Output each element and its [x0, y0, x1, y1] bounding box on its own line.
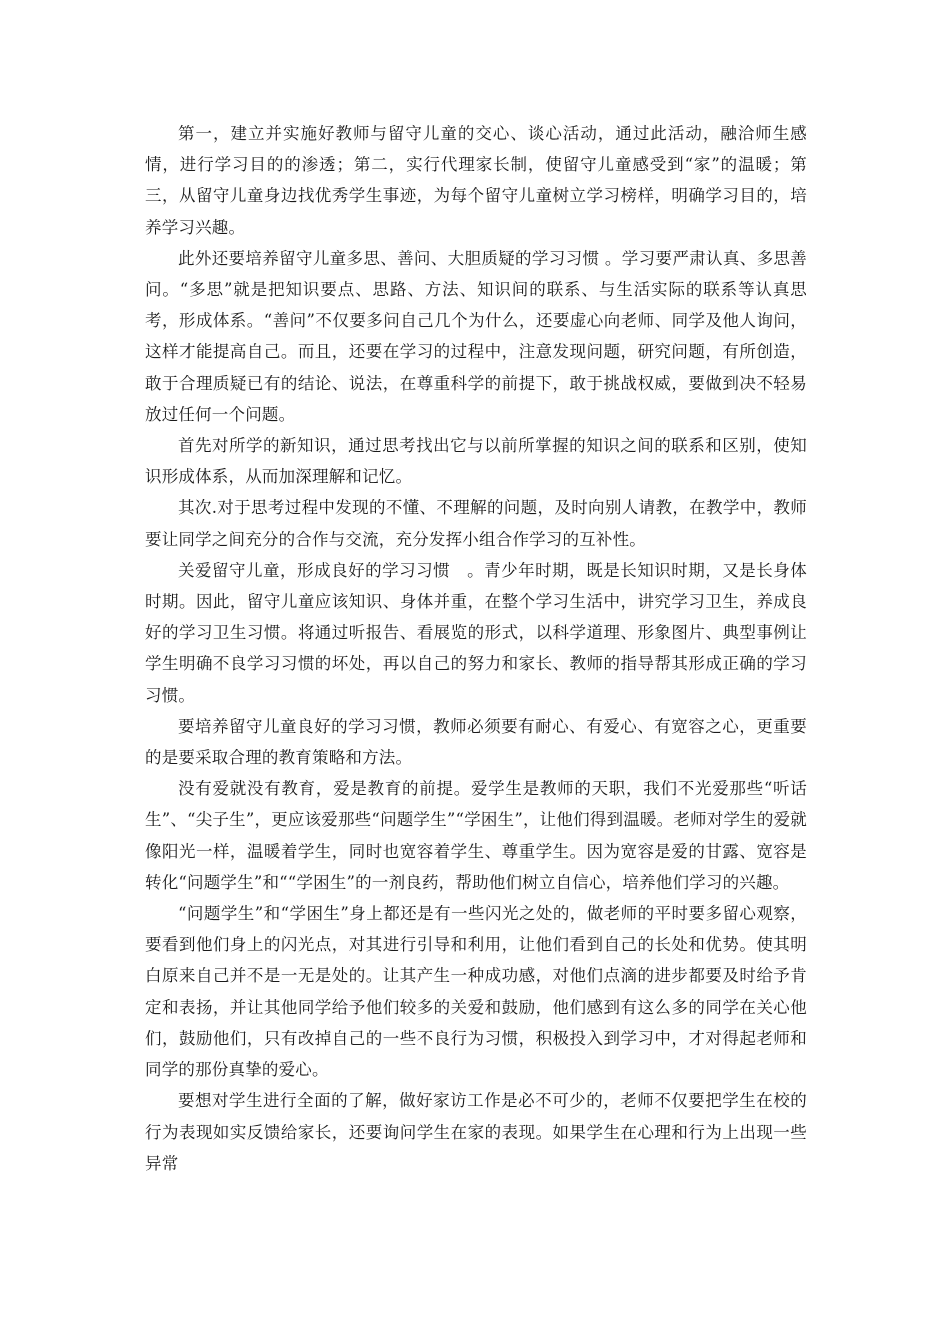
paragraph-4: 其次.对于思考过程中发现的不懂、不理解的问题，及时向别人请教，在教学中，教师要让同学之间充分的合作与交流，充分发挥小组合作学习的互补性。	[145, 498, 807, 549]
paragraph-7: 没有爱就没有教育，爱是教育的前提。爱学生是教师的天职，我们不光爱那些“听话生”、“尖子生”，更应该爱那些“问题学生”“学困生”，让他们得到温暖。老师对学生的爱就像阳光一样，温暖着学生，同时也宽容着学生、尊重学生。因为宽容是爱的甘露、宽容是转化“问题学生”和““学困生”的一剂良药，帮助他们树立自信心，培养他们学习的兴趣。	[145, 779, 807, 892]
paragraph-9: 要想对学生进行全面的了解，做好家访工作是必不可少的，老师不仅要把学生在校的行为表现如实反馈给家长，还要询问学生在家的表现。如果学生在心理和行为上出现一些异常	[145, 1091, 807, 1173]
paragraph-1: 第一，建立并实施好教师与留守儿童的交心、谈心活动，通过此活动，融洽师生感情，进行学习目的的渗透；第二，实行代理家长制，使留守儿童感受到“家”的温暖；第三，从留守儿童身边找优秀学生事迹，为每个留守儿童树立学习榜样，明确学习目的，培养学习兴趣。	[145, 124, 807, 237]
document-body	[145, 118, 807, 1179]
paragraph-8: “问题学生”和“学困生”身上都还是有一些闪光之处的，做老师的平时要多留心观察，要看到他们身上的闪光点，对其进行引导和利用，让他们看到自己的长处和优势。使其明白原来自己并不是一无是处的。让其产生一种成功感，对他们点滴的进步都要及时给予肯定和表扬，并让其他同学给予他们较多的关爱和鼓励，他们感到有这么多的同学在关心他们，鼓励他们，只有改掉自己的一些不良行为习惯，积极投入到学习中，才对得起老师和同学的那份真挚的爱心。	[145, 904, 807, 1080]
paragraph-5: 关爱留守儿童，形成良好的学习习惯 。青少年时期，既是长知识时期，又是长身体时期。因此，留守儿童应该知识、身体并重，在整个学习生活中，讲究学习卫生，养成良好的学习卫生习惯。将通过听报告、看展览的形式，以科学道理、形象图片、典型事例让学生明确不良学习习惯的坏处，再以自己的努力和家长、教师的指导帮其形成正确的学习习惯。	[145, 560, 807, 705]
paragraph-6: 要培养留守儿童良好的学习习惯，教师必须要有耐心、有爱心、有宽容之心，更重要的是要采取合理的教育策略和方法。	[145, 716, 807, 768]
paragraph-3: 首先对所学的新知识，通过思考找出它与以前所掌握的知识之间的联系和区别，使知识形成体系，从而加深理解和记忆。	[145, 436, 807, 487]
paragraph-2: 此外还要培养留守儿童多思、善问、大胆质疑的学习习惯 。学习要严肃认真、多思善问。“多思”就是把知识要点、思路、方法、知识间的联系、与生活实际的联系等认真思考，形成体系。“善问”不仅要多问自己几个为什么，还要虚心向老师、同学及他人询问，这样才能提高自己。而且，还要在学习的过程中，注意发现问题，研究问题，有所创造，敢于合理质疑已有的结论、说法，在尊重科学的前提下，敢于挑战权威，要做到决不轻易放过任何一个问题。	[145, 248, 807, 424]
